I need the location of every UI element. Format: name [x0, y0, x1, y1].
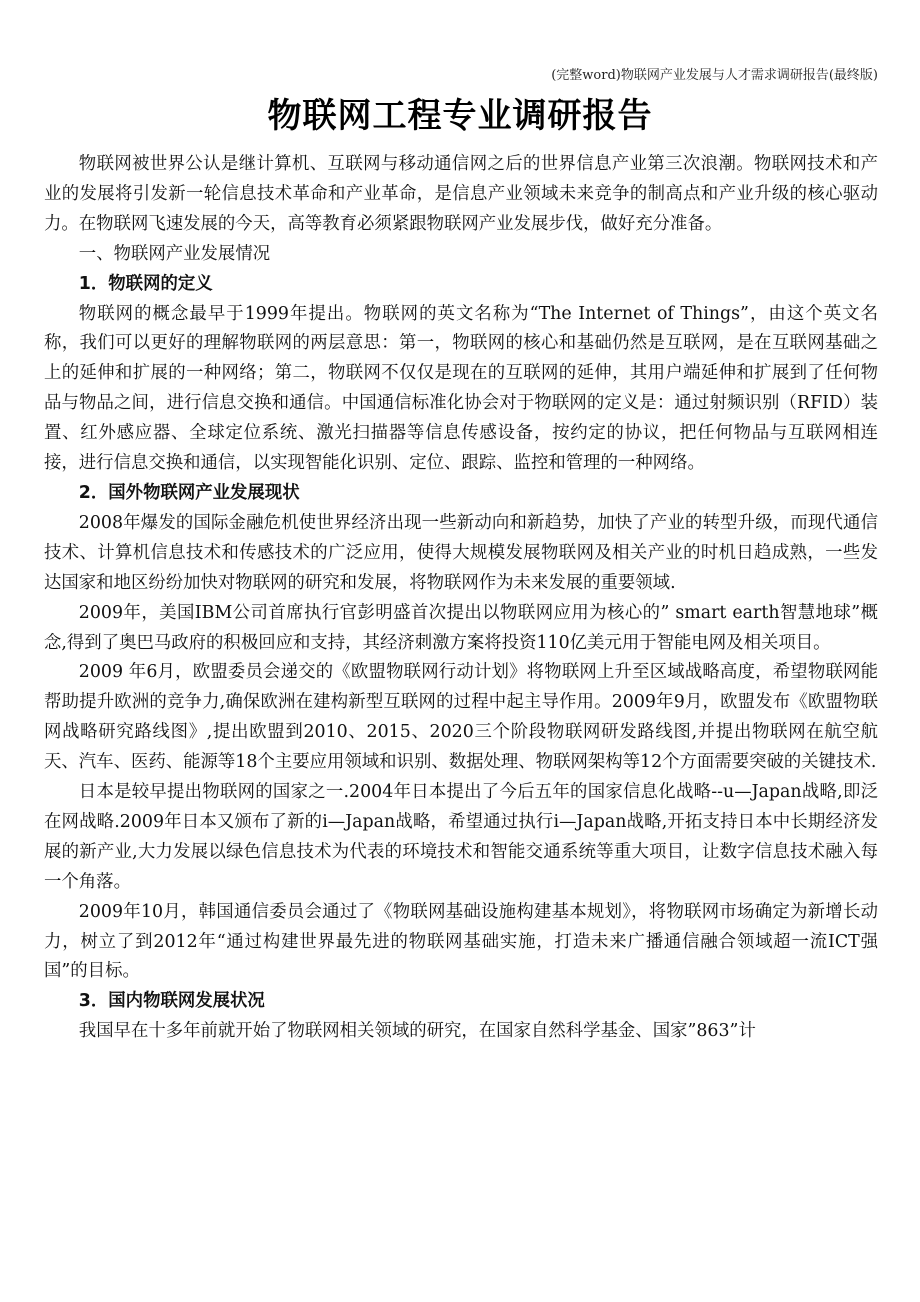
body-paragraph: 物联网的概念最早于1999年提出。物联网的英文名称为“The Internet of Things”，由这个英文名称，我们可以更好的理解物联网的两层意思：第一，物联网的核心和基础仍然是互联网，是在互联网基础之上的延伸和扩展的一种网络；第二，物联网不仅仅是现在的互联网的延伸，其用户端延伸和扩展到了任何物品与物品之间，进行信息交换和通信。中国通信标准化协会对于物联网的定义是：通过射频识别（RFID）装置、红外感应器、全球定位系统、激光扫描器等信息传感设备，按约定的协议，把任何物品与互联网相连接，进行信息交换和通信，以实现智能化识别、定位、跟踪、监控和管理的一种网络。	[44, 303, 878, 474]
subsection-heading: 1．物联网的定义	[78, 273, 213, 294]
document-title: 物联网工程专业调研报告	[267, 96, 653, 136]
body-paragraph: 2009年10月，韩国通信委员会通过了《物联网基础设施构建基本规划》，将物联网市场确定为新增长动力，树立了到2012年“通过构建世界最先进的物联网基础实施，打造未来广播通信融合领域超一流ICT强国”的目标。	[44, 901, 878, 982]
section-heading: 一、物联网产业发展情况	[78, 243, 271, 264]
intro-paragraph: 物联网被世界公认是继计算机、互联网与移动通信网之后的世界信息产业第三次浪潮。物联网技术和产业的发展将引发新一轮信息技术革命和产业革命，是信息产业领域未来竞争的制高点和产业升级的核心驱动力。在物联网飞速发展的今天，高等教育必须紧跟物联网产业发展步伐，做好充分准备。	[44, 154, 878, 234]
body-paragraph: 2009 年6月，欧盟委员会递交的《欧盟物联网行动计划》将物联网上升至区域战略高度，希望物联网能帮助提升欧洲的竞争力,确保欧洲在建构新型互联网的过程中起主导作用。2009年9月，欧盟发布《欧盟物联网战略研究路线图》,提出欧盟到2010、2015、2020三个阶段物联网研发路线图,并提出物联网在航空航天、汽车、医药、能源等18个主要应用领域和识别、数据处理、物联网架构等12个方面需要突破的关键技术.	[44, 662, 878, 773]
subsection-heading: 3．国内物联网发展状况	[78, 991, 265, 1012]
subsection-heading: 2．国外物联网产业发展现状	[78, 482, 300, 503]
header-note: (完整word)物联网产业发展与人才需求调研报告(最终版)	[551, 68, 878, 83]
body-paragraph: 日本是较早提出物联网的国家之一.2004年日本提出了今后五年的国家信息化战略--u—Japan战略,即泛在网战略.2009年日本又颁布了新的i—Japan战略，希望通过执行i—Japan战略,开拓支持日本中长期经济发展的新产业,大力发展以绿色信息技术为代表的环境技术和智能交通系统等重大项目，让数字信息技术融入每一个角落。	[44, 782, 878, 892]
body-paragraph: 2008年爆发的国际金融危机使世界经济出现一些新动向和新趋势，加快了产业的转型升级，而现代通信技术、计算机信息技术和传感技术的广泛应用，使得大规模发展物联网及相关产业的时机日趋成熟，一些发达国家和地区纷纷加快对物联网的研究和发展，将物联网作为未来发展的重要领域.	[44, 512, 878, 593]
document-body	[44, 150, 878, 1047]
body-paragraph: 我国早在十多年前就开始了物联网相关领域的研究，在国家自然科学基金、国家”863”计	[78, 1021, 756, 1042]
body-paragraph: 2009年，美国IBM公司首席执行官彭明盛首次提出以物联网应用为核心的” smart earth智慧地球”概念,得到了奥巴马政府的积极回应和支持，其经济刺激方案将投资110亿美元用于智能电网及相关项目。	[44, 602, 878, 653]
